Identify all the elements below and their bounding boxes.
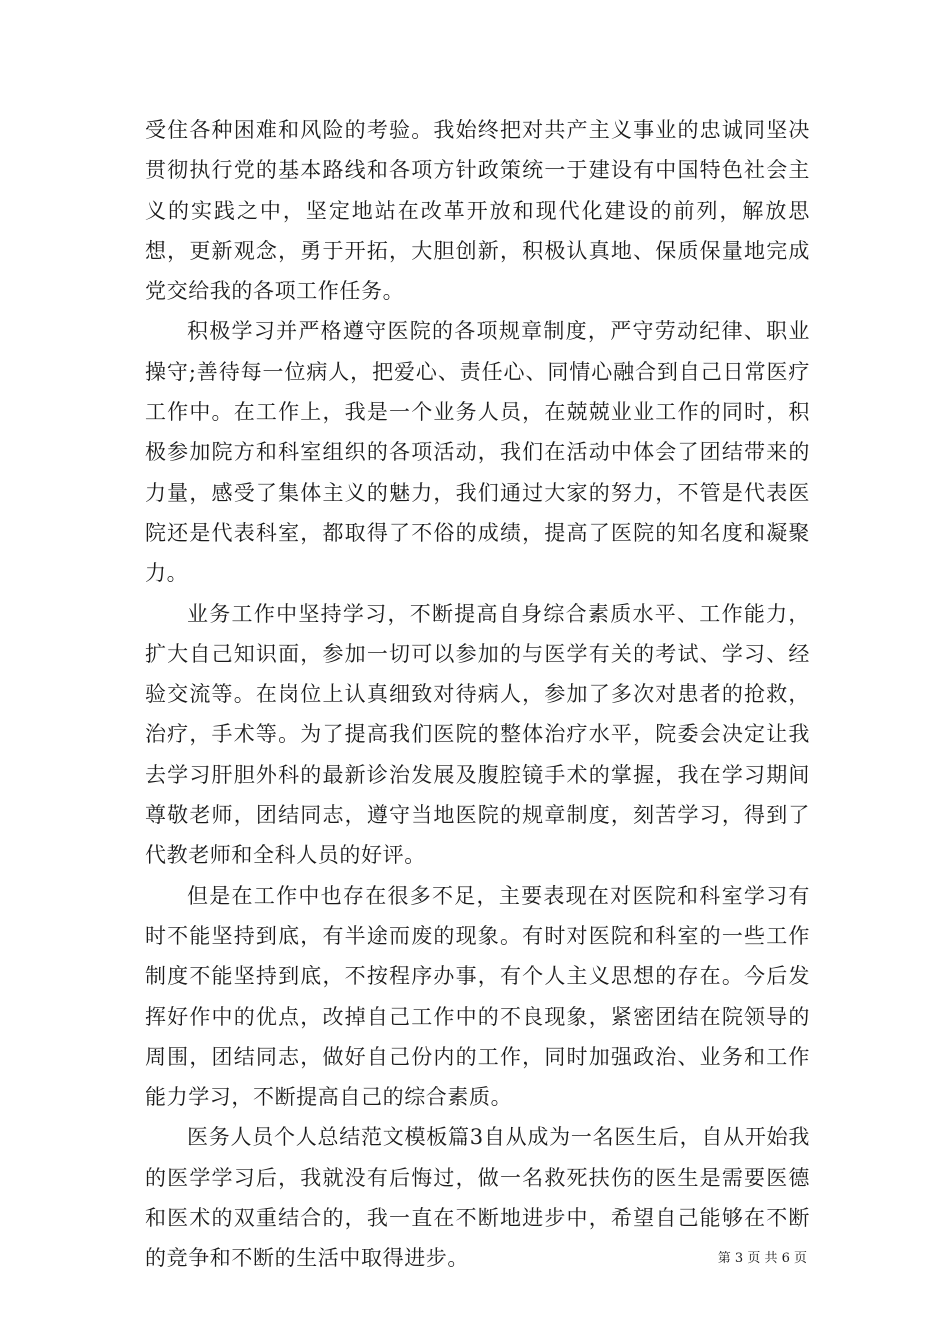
paragraph-3: 业务工作中坚持学习，不断提高自身综合素质水平、工作能力，扩大自己知识面，参加一切可以参加的与医学有关的考试、学习、经验交流等。在岗位上认真细致对待病人，参加了多次对患者的抢救，治疗，手术等。为了提高我们医院的整体治疗水平，院委会决定让我去学习肝胆外科的最新诊治发展及腹腔镜手术的掌握，我在学习期间尊敬老师，团结同志，遵守当地医院的规章制度，刻苦学习，得到了代教老师和全科人员的好评。 — [145, 601, 810, 868]
page-number-footer: 第 3 页 共 6 页 — [717, 1251, 807, 1266]
paragraph-2: 积极学习并严格遵守医院的各项规章制度，严守劳动纪律、职业操守;善待每一位病人，把爱心、责任心、同情心融合到自己日常医疗工作中。在工作上，我是一个业务人员，在兢兢业业工作的同时，积极参加院方和科室组织的各项活动，我们在活动中体会了团结带来的力量，感受了集体主义的魅力，我们通过大家的努力，不管是代表医院还是代表科室，都取得了不俗的成绩，提高了医院的知名度和凝聚力。 — [145, 319, 810, 586]
document-body — [145, 110, 810, 1279]
paragraph-5: 医务人员个人总结范文模板篇3自从成为一名医生后，自从开始我的医学学习后，我就没有后悔过，做一名救死扶伤的医生是需要医德和医术的双重结合的，我一直在不断地进步中，希望自己能够在不断的竞争和不断的生活中取得进步。 — [145, 1125, 810, 1271]
paragraph-1: 受住各种困难和风险的考验。我始终把对共产主义事业的忠诚同坚决贯彻执行党的基本路线和各项方针政策统一于建设有中国特色社会主义的实践之中，坚定地站在改革开放和现代化建设的前列，解放思想，更新观念，勇于开拓，大胆创新，积极认真地、保质保量地完成党交给我的各项工作任务。 — [145, 118, 810, 304]
paragraph-4: 但是在工作中也存在很多不足，主要表现在对医院和科室学习有时不能坚持到底，有半途而废的现象。有时对医院和科室的一些工作制度不能坚持到底，不按程序办事，有个人主义思想的存在。今后发挥好作中的优点，改掉自己工作中的不良现象，紧密团结在院领导的周围，团结同志，做好自己份内的工作，同时加强政治、业务和工作能力学习，不断提高自己的综合素质。 — [145, 883, 810, 1110]
